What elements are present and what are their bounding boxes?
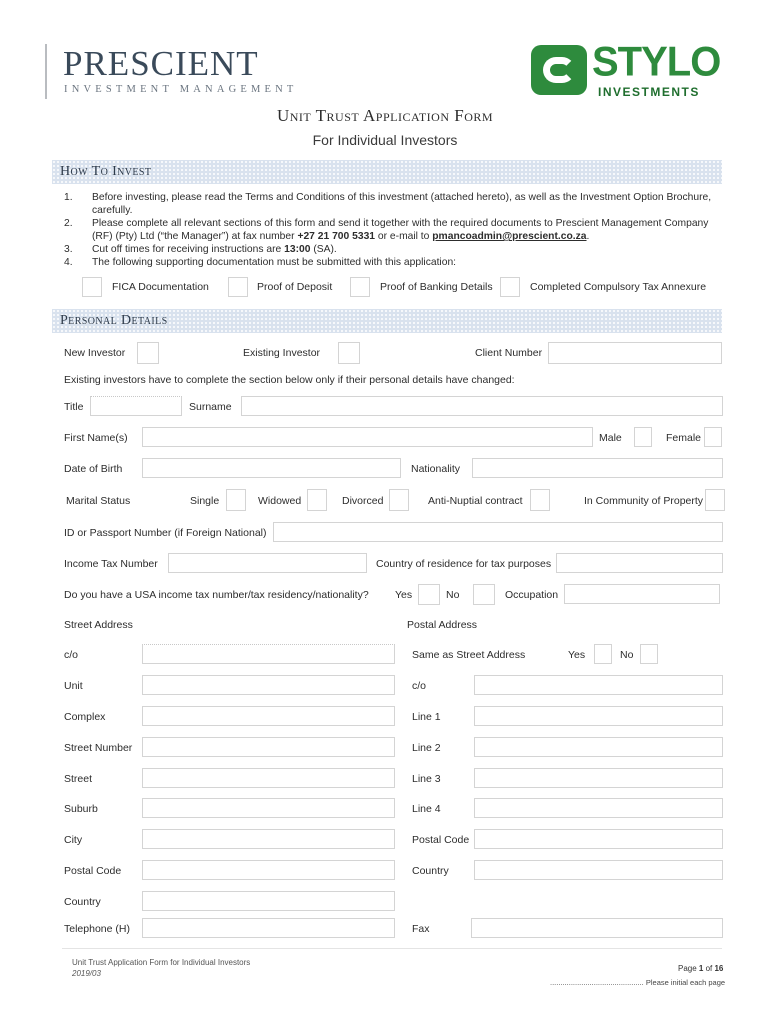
usa-yes-label: Yes <box>395 589 413 601</box>
id-passport-field[interactable] <box>273 522 723 542</box>
postal-co-label: c/o <box>412 680 427 692</box>
postal-country-field[interactable] <box>474 860 723 880</box>
street-co-label: c/o <box>64 649 79 661</box>
title-field[interactable] <box>90 396 182 416</box>
stylo-logo-mark <box>531 45 587 95</box>
postal-line3-field[interactable] <box>474 768 723 788</box>
id-passport-label: ID or Passport Number (if Foreign National) <box>64 527 267 539</box>
widowed-label: Widowed <box>258 495 302 507</box>
how-to-invest-heading: How To Invest <box>60 164 152 179</box>
street-field[interactable] <box>142 768 395 788</box>
client-number-field[interactable] <box>548 342 722 364</box>
street-postal-code-field[interactable] <box>142 860 395 880</box>
instructions-list <box>64 191 724 269</box>
street-complex-field[interactable] <box>142 706 395 726</box>
footer-divider <box>62 948 722 949</box>
street-country-label: Country <box>64 896 101 908</box>
postal-line2-label: Line 2 <box>412 742 441 754</box>
widowed-checkbox[interactable] <box>307 489 327 511</box>
suburb-label: Suburb <box>64 803 98 815</box>
title-label: Title <box>64 401 84 413</box>
street-number-field[interactable] <box>142 737 395 757</box>
nationality-field[interactable] <box>472 458 723 478</box>
stylo-logo-name: STYLO <box>592 38 721 86</box>
new-investor-label: New Investor <box>64 347 126 359</box>
instruction-item: 2. Please complete all relevant sections of this form and send it together with the required documents to Prescient Management Company (RF) (Pty) Ltd (“the Manager”) at fax number +27 21 700 5331 or e-mail to pmancoadmin@prescient.co.za. <box>64 218 709 242</box>
city-field[interactable] <box>142 829 395 849</box>
usa-no-checkbox[interactable] <box>473 584 495 605</box>
client-number-label: Client Number <box>475 347 543 359</box>
male-checkbox[interactable] <box>634 427 652 447</box>
postal-country-label: Country <box>412 865 449 877</box>
single-checkbox[interactable] <box>226 489 246 511</box>
street-label: Street <box>64 773 93 785</box>
usa-yes-checkbox[interactable] <box>418 584 440 605</box>
first-names-label: First Name(s) <box>64 432 128 444</box>
street-unit-label: Unit <box>64 680 83 692</box>
personal-details-heading: Personal Details <box>60 313 168 328</box>
divorced-label: Divorced <box>342 495 384 507</box>
country-res-field[interactable] <box>556 553 723 573</box>
nationality-label: Nationality <box>411 463 461 475</box>
footer-date: 2019/03 <box>72 969 101 978</box>
postal-code-field[interactable] <box>474 829 723 849</box>
occupation-label: Occupation <box>505 589 559 601</box>
form-title: Unit Trust Application Form <box>276 106 494 125</box>
existing-investor-note: Existing investors have to complete the section below only if their personal details have changed: <box>64 374 515 386</box>
how-to-invest-header <box>52 160 722 184</box>
male-label: Male <box>599 432 622 444</box>
same-no-label: No <box>620 649 634 661</box>
single-label: Single <box>190 495 220 507</box>
proof-banking-label: Proof of Banking Details <box>380 281 493 293</box>
postal-line1-label: Line 1 <box>412 711 441 723</box>
instruction-item: 3. Cut off times for receiving instructions are 13:00 (SA). <box>64 244 337 255</box>
street-co-field[interactable] <box>142 644 395 664</box>
fica-label: FICA Documentation <box>112 281 209 293</box>
proof-deposit-label: Proof of Deposit <box>257 281 333 293</box>
anc-label: Anti-Nuptial contract <box>428 495 523 507</box>
prescient-logo-name: PRESCIENT <box>63 44 259 83</box>
existing-investor-label: Existing Investor <box>243 347 321 359</box>
existing-investor-checkbox[interactable] <box>338 342 360 364</box>
postal-address-heading: Postal Address <box>407 619 478 631</box>
tax-annexure-checkbox[interactable] <box>500 277 520 297</box>
postal-line2-field[interactable] <box>474 737 723 757</box>
fax-number: +27 21 700 5331 <box>297 231 376 242</box>
instruction-item: 4. The following supporting documentation must be submitted with this application: <box>64 257 457 268</box>
fax-label: Fax <box>412 923 430 935</box>
street-country-field[interactable] <box>142 891 395 911</box>
female-label: Female <box>666 432 702 444</box>
stylo-logo-subtitle: INVESTMENTS <box>598 85 700 99</box>
suburb-field[interactable] <box>142 798 395 818</box>
postal-line4-field[interactable] <box>474 798 723 818</box>
same-as-street-label: Same as Street Address <box>412 649 526 661</box>
divorced-checkbox[interactable] <box>389 489 409 511</box>
anc-checkbox[interactable] <box>530 489 550 511</box>
street-number-label: Street Number <box>64 742 133 754</box>
instruction-item: 1. Before investing, please read the Terms and Conditions of this investment (attached hereto), as well as the Investment Option Brochure, carefully. <box>64 192 712 216</box>
postal-co-field[interactable] <box>474 675 723 695</box>
usa-question-label: Do you have a USA income tax number/tax residency/nationality? <box>64 589 369 601</box>
telephone-label: Telephone (H) <box>64 923 130 935</box>
form-subtitle: For Individual Investors <box>312 132 458 148</box>
footer-form-name: Unit Trust Application Form for Individual Investors <box>72 958 251 967</box>
tax-annexure-label: Completed Compulsory Tax Annexure <box>530 281 707 293</box>
page-number: Page 1 of 16 <box>678 964 724 973</box>
postal-line4-label: Line 4 <box>412 803 441 815</box>
dob-label: Date of Birth <box>64 463 123 475</box>
dob-field[interactable] <box>142 458 401 478</box>
surname-label: Surname <box>189 401 232 413</box>
email-link[interactable]: pmancoadmin@prescient.co.za <box>432 231 587 242</box>
income-tax-label: Income Tax Number <box>64 558 158 570</box>
same-yes-checkbox[interactable] <box>594 644 612 664</box>
surname-field[interactable] <box>241 396 723 416</box>
country-res-label: Country of residence for tax purposes <box>376 558 552 570</box>
prescient-logo-bar <box>45 44 47 99</box>
new-investor-checkbox[interactable] <box>137 342 159 364</box>
fax-field[interactable] <box>471 918 723 938</box>
personal-details-header <box>52 309 722 333</box>
street-address-heading: Street Address <box>64 619 133 631</box>
cop-label: In Community of Property <box>584 495 704 507</box>
usa-no-label: No <box>446 589 460 601</box>
proof-banking-checkbox[interactable] <box>350 277 370 297</box>
proof-deposit-checkbox[interactable] <box>228 277 248 297</box>
postal-line3-label: Line 3 <box>412 773 441 785</box>
same-no-checkbox[interactable] <box>640 644 658 664</box>
street-postal-code-label: Postal Code <box>64 865 122 877</box>
initial-each-page: ............................................. Please initial each page <box>550 978 726 987</box>
cop-checkbox[interactable] <box>705 489 725 511</box>
postal-line1-field[interactable] <box>474 706 723 726</box>
female-checkbox[interactable] <box>704 427 722 447</box>
telephone-field[interactable] <box>142 918 395 938</box>
income-tax-field[interactable] <box>168 553 367 573</box>
first-names-field[interactable] <box>142 427 593 447</box>
marital-status-label: Marital Status <box>66 495 131 507</box>
postal-code-label: Postal Code <box>412 834 470 846</box>
fica-checkbox[interactable] <box>82 277 102 297</box>
street-unit-field[interactable] <box>142 675 395 695</box>
street-complex-label: Complex <box>64 711 106 723</box>
occupation-field[interactable] <box>564 584 720 604</box>
same-yes-label: Yes <box>568 649 586 661</box>
prescient-logo-subtitle: INVESTMENT MANAGEMENT <box>64 84 298 95</box>
city-label: City <box>64 834 83 846</box>
